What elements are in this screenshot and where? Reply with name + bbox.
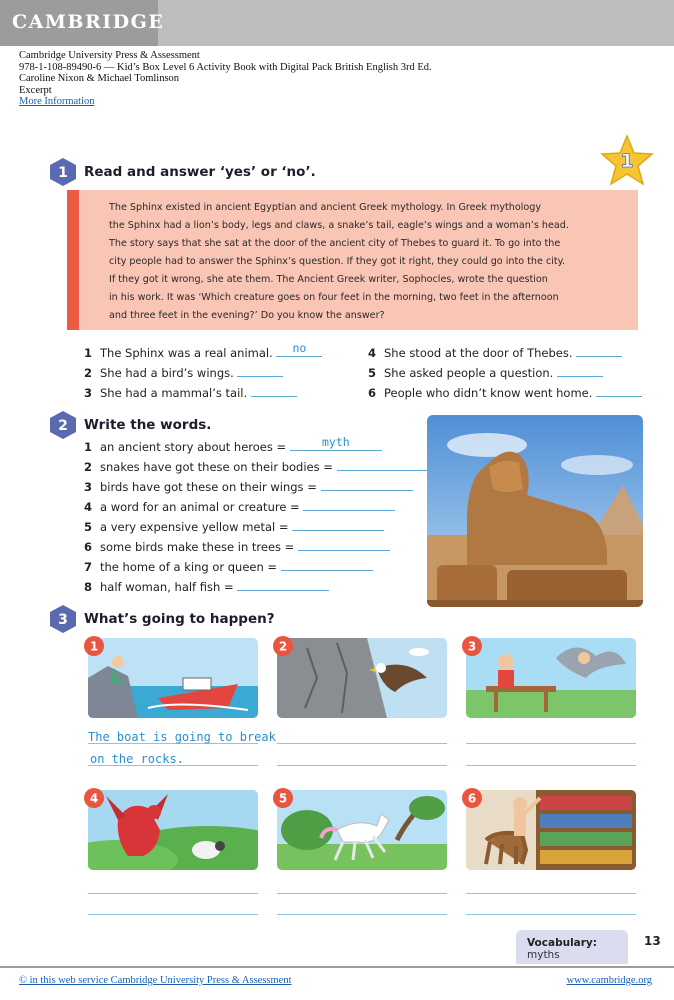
svg-text:1: 1 <box>58 165 68 181</box>
writing-line[interactable] <box>466 743 636 744</box>
footer-rule <box>0 966 674 968</box>
meta-isbn-title: 978-1-108-89490-6 — Kid’s Box Level 6 Activity Book with Digital Pack British English 3rd Ed. <box>19 61 432 73</box>
picture-eagle-cliff <box>277 638 447 718</box>
section-1-badge-icon <box>48 157 78 187</box>
brand-block <box>0 0 165 46</box>
answer-blank[interactable] <box>321 478 413 491</box>
picture-2-badge <box>273 636 293 656</box>
writing-line[interactable] <box>466 893 636 894</box>
passage-line: If they got it wrong, she ate them. The Ancient Greek writer, Sophocles, wrote the question <box>109 274 548 285</box>
writing-line[interactable] <box>277 765 447 766</box>
cambridge-site-link[interactable]: www.cambridge.org <box>566 975 652 986</box>
answer-blank[interactable] <box>281 558 373 571</box>
answer-blank[interactable] <box>237 364 283 377</box>
section-2-badge-icon <box>48 410 78 440</box>
reading-box-bar <box>67 190 79 330</box>
example-answer-line-2: on the rocks. <box>90 752 184 766</box>
writing-line[interactable] <box>277 893 447 894</box>
answer-blank[interactable] <box>298 538 390 551</box>
svg-text:3: 3 <box>58 612 68 628</box>
section-3-title: What’s going to happen? <box>84 611 275 627</box>
svg-text:2: 2 <box>58 418 68 434</box>
word-item-8: 8 half woman, half fish = <box>84 578 329 594</box>
answer-blank[interactable]: myth <box>290 438 382 451</box>
answer-blank[interactable] <box>292 518 384 531</box>
word-item-7: 7 the home of a king or queen = <box>84 558 373 574</box>
writing-line[interactable] <box>277 743 447 744</box>
picture-boat-rocks <box>88 638 258 718</box>
section-2-title: Write the words. <box>84 417 212 433</box>
writing-line[interactable] <box>466 765 636 766</box>
question-6: 6 People who didn’t know went home. <box>368 384 642 400</box>
more-information-link[interactable]: More Information <box>19 96 95 108</box>
question-1: 1 The Sphinx was a real animal. no <box>84 344 322 360</box>
sphinx-photo <box>427 415 643 607</box>
answer-blank[interactable] <box>337 458 429 471</box>
writing-line[interactable] <box>466 914 636 915</box>
answer-blank[interactable] <box>237 578 329 591</box>
svg-text:3: 3 <box>467 639 477 654</box>
unit-star-icon <box>600 134 654 188</box>
picture-dragon-sheep <box>88 790 258 870</box>
passage-line: The Sphinx existed in ancient Egyptian and ancient Greek mythology. In Greek mythology <box>109 202 542 213</box>
answer-blank[interactable] <box>557 364 603 377</box>
answer-blank[interactable] <box>251 384 297 397</box>
book-metadata <box>19 50 432 108</box>
picture-6-badge <box>462 788 482 808</box>
passage-line: in his work. It was ‘Which creature goes on four feet in the morning, two feet in the afternoon <box>109 292 559 303</box>
example-answer-line-1: The boat is going to break <box>88 730 276 744</box>
svg-text:6: 6 <box>467 791 477 806</box>
svg-text:2: 2 <box>278 639 288 654</box>
unit-number: 1 <box>620 150 634 172</box>
answer-blank[interactable] <box>596 384 642 397</box>
meta-excerpt: Excerpt <box>19 84 52 96</box>
meta-publisher: Cambridge University Press & Assessment <box>19 50 200 61</box>
picture-boy-picnic <box>466 638 636 718</box>
question-3: 3 She had a mammal’s tail. <box>84 384 297 400</box>
writing-line[interactable] <box>88 893 258 894</box>
word-item-4: 4 a word for an animal or creature = <box>84 498 395 514</box>
word-item-6: 6 some birds make these in trees = <box>84 538 390 554</box>
word-item-3: 3 birds have got these on their wings = <box>84 478 413 494</box>
writing-line[interactable] <box>277 914 447 915</box>
word-item-5: 5 a very expensive yellow metal = <box>84 518 384 534</box>
answer-blank[interactable] <box>576 344 622 357</box>
vocab-label: Vocabulary: <box>527 937 597 949</box>
writing-line[interactable] <box>88 914 258 915</box>
brand-logo: CAMBRIDGE <box>12 11 165 33</box>
picture-unicorn-tree <box>277 790 447 870</box>
question-2: 2 She had a bird’s wings. <box>84 364 283 380</box>
svg-text:4: 4 <box>89 791 99 806</box>
word-item-1: 1 an ancient story about heroes = myth <box>84 438 382 454</box>
picture-centaur-bookshelf <box>466 790 636 870</box>
picture-4-badge <box>84 788 104 808</box>
picture-5-badge <box>273 788 293 808</box>
sphinx-passage <box>109 199 619 325</box>
question-5: 5 She asked people a question. <box>368 364 603 380</box>
svg-text:5: 5 <box>278 791 288 806</box>
passage-line: city people had to answer the Sphinx’s question. If they got it right, they could go into the city. <box>109 256 566 267</box>
copyright-link[interactable]: © in this web service Cambridge University Press & Assessment <box>19 975 292 986</box>
section-1-title: Read and answer ‘yes’ or ‘no’. <box>84 164 316 180</box>
section-3-badge-icon <box>48 604 78 634</box>
brand-bar <box>0 0 674 46</box>
passage-line: and three feet in the evening?’ Do you know the answer? <box>109 310 385 321</box>
vocabulary-tab <box>516 930 628 964</box>
picture-3-badge <box>462 636 482 656</box>
picture-1-badge <box>84 636 104 656</box>
passage-line: The story says that she sat at the door of the ancient city of Thebes to guard it. To go into the <box>109 238 561 249</box>
answer-blank[interactable]: no <box>276 344 322 357</box>
page-number: 13 <box>644 934 661 948</box>
svg-text:1: 1 <box>89 639 99 654</box>
vocab-topic: myths <box>527 949 560 961</box>
word-item-2: 2 snakes have got these on their bodies = <box>84 458 429 474</box>
question-4: 4 She stood at the door of Thebes. <box>368 344 622 360</box>
passage-line: the Sphinx had a lion’s body, legs and claws, a snake’s tail, eagle’s wings and a woman’s head. <box>109 220 569 231</box>
answer-blank[interactable] <box>303 498 395 511</box>
meta-authors: Caroline Nixon & Michael Tomlinson <box>19 73 180 85</box>
